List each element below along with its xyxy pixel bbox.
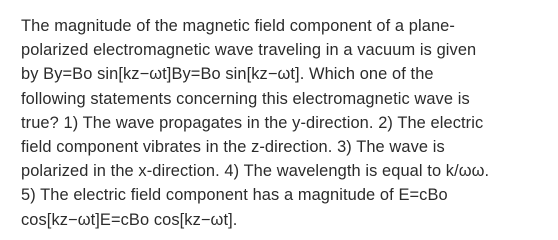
question-line: cos[kz−ωt]E=cBo cos[kz−ωt]. (21, 210, 238, 229)
question-line: polarized electromagnetic wave traveling in a vacuum is given (21, 41, 477, 60)
question-line: following statements concerning this electromagnetic wave is (21, 89, 470, 108)
question-line: 5) The electric field component has a magnitude of E=cBo (21, 186, 448, 205)
question-line: polarized in the x-direction. 4) The wavelength is equal to k/ωω. (21, 162, 490, 181)
question-line: The magnitude of the magnetic field component of a plane- (21, 17, 455, 35)
question-line: by By=Bo sin[kz−ωt]By=Bo sin[kz−ωt]. Which one of the (21, 65, 434, 84)
question-line: field component vibrates in the z-direction. 3) The wave is (21, 138, 445, 157)
question-text (21, 14, 551, 232)
question-line: true? 1) The wave propagates in the y-direction. 2) The electric (21, 113, 484, 132)
